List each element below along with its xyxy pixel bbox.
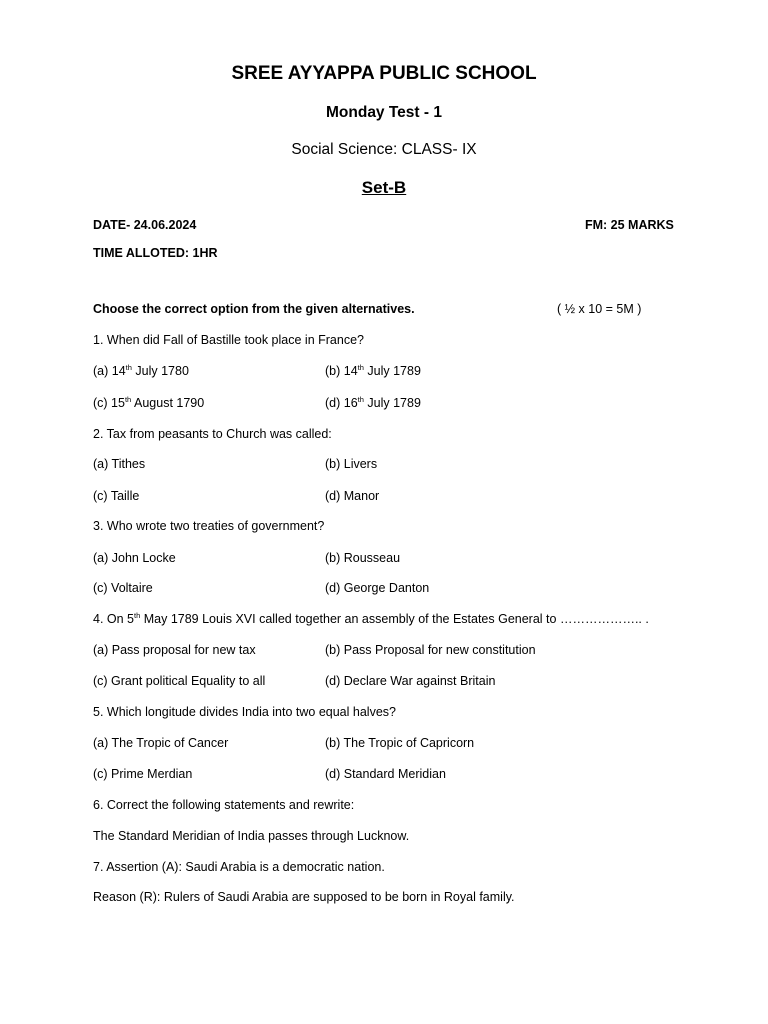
q1-option-d: (d) 16th July 1789 bbox=[325, 394, 421, 410]
q2-option-b: (b) Livers bbox=[325, 457, 378, 471]
test-name: Monday Test - 1 bbox=[326, 104, 442, 121]
q6-statement: The Standard Meridian of India passes through Lucknow. bbox=[93, 829, 410, 843]
q4-option-c: (c) Grant political Equality to all bbox=[93, 674, 266, 688]
exam-date: DATE- 24.06.2024 bbox=[93, 218, 197, 232]
section-instruction: Choose the correct option from the given alternatives. bbox=[93, 302, 415, 316]
q1-option-a: (a) 14th July 1780 bbox=[93, 362, 189, 378]
q7-reason: Reason (R): Rulers of Saudi Arabia are supposed to be born in Royal family. bbox=[93, 890, 515, 904]
question-2: 2. Tax from peasants to Church was called: bbox=[93, 427, 332, 441]
q2-option-c: (c) Taille bbox=[93, 489, 140, 503]
question-5: 5. Which longitude divides India into two equal halves? bbox=[93, 705, 396, 719]
question-7: 7. Assertion (A): Saudi Arabia is a democratic nation. bbox=[93, 860, 385, 874]
subject-class: Social Science: CLASS- IX bbox=[291, 141, 477, 158]
set-label: Set-B bbox=[361, 178, 407, 197]
q1-option-b: (b) 14th July 1789 bbox=[325, 362, 421, 378]
q5-option-c: (c) Prime Merdian bbox=[93, 767, 193, 781]
q1-option-c: (c) 15th August 1790 bbox=[93, 394, 205, 410]
section-marks: ( ½ x 10 = 5M ) bbox=[557, 302, 642, 316]
q3-option-d: (d) George Danton bbox=[325, 581, 430, 595]
q2-option-d: (d) Manor bbox=[325, 489, 380, 503]
full-marks: FM: 25 MARKS bbox=[585, 218, 674, 232]
q4-option-a: (a) Pass proposal for new tax bbox=[93, 643, 256, 657]
q3-option-c: (c) Voltaire bbox=[93, 581, 153, 595]
q5-option-a: (a) The Tropic of Cancer bbox=[93, 736, 229, 750]
q4-option-d: (d) Declare War against Britain bbox=[325, 674, 496, 688]
q2-option-a: (a) Tithes bbox=[93, 457, 146, 471]
question-4: 4. On 5th May 1789 Louis XVI called together an assembly of the Estates General to ……………….. . bbox=[93, 610, 649, 626]
q5-option-d: (d) Standard Meridian bbox=[325, 767, 446, 781]
q3-option-b: (b) Rousseau bbox=[325, 551, 401, 565]
q3-option-a: (a) John Locke bbox=[93, 551, 176, 565]
time-allotted: TIME ALLOTED: 1HR bbox=[93, 246, 218, 260]
q5-option-b: (b) The Tropic of Capricorn bbox=[325, 736, 475, 750]
question-3: 3. Who wrote two treaties of government? bbox=[93, 519, 325, 533]
school-name: SREE AYYAPPA PUBLIC SCHOOL bbox=[231, 63, 537, 84]
q4-option-b: (b) Pass Proposal for new constitution bbox=[325, 643, 536, 657]
question-1: 1. When did Fall of Bastille took place in France? bbox=[93, 333, 364, 347]
question-6: 6. Correct the following statements and rewrite: bbox=[93, 798, 355, 812]
